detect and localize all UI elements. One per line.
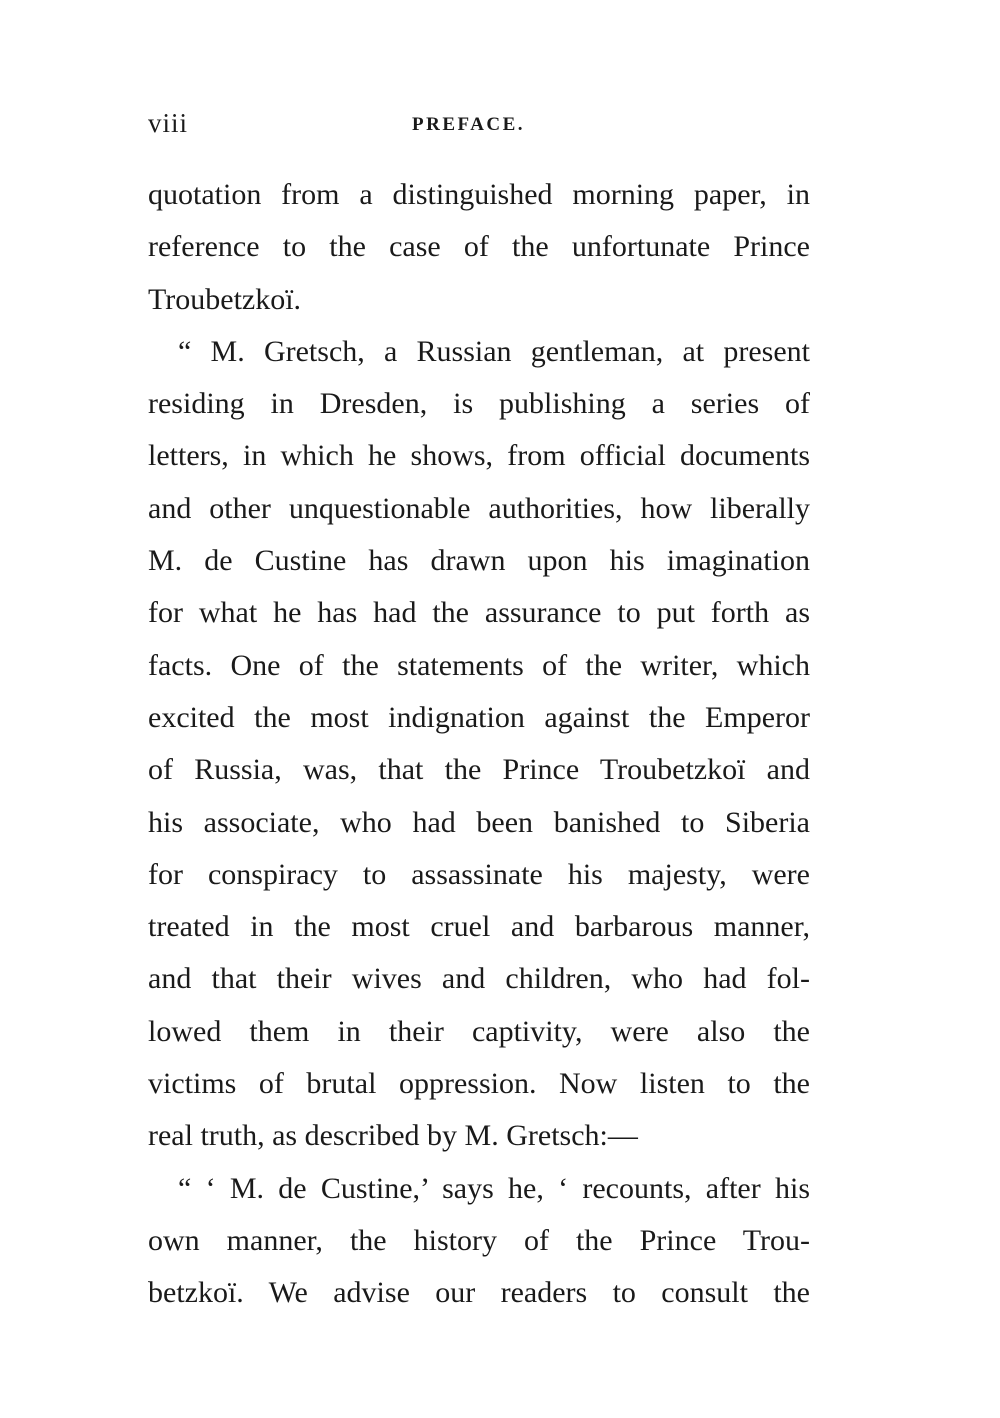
text-line: reference to the case of the unfortunate Prince xyxy=(148,230,810,264)
running-header xyxy=(148,108,810,142)
running-title: PREFACE. xyxy=(412,114,526,135)
text-line: “ M. Gretsch, a Russian gentleman, at present xyxy=(178,334,810,368)
text-line: “ ‘ M. de Custine,’ says he, ‘ recounts, after his xyxy=(178,1171,810,1205)
text-line: and that their wives and children, who had fol- xyxy=(148,962,810,996)
text-line: of Russia, was, that the Prince Troubetzkoï and xyxy=(148,753,810,787)
text-line: letters, in which he shows, from official documents xyxy=(148,439,810,473)
text-line: for conspiracy to assassinate his majesty, were xyxy=(148,857,810,891)
text-line: victims of brutal oppression. Now listen to the xyxy=(148,1067,810,1101)
text-line: and other unquestionable authorities, how liberally xyxy=(148,491,810,525)
text-line: Troubetzkoï. xyxy=(148,282,302,316)
text-line: quotation from a distinguished morning paper, in xyxy=(148,178,810,211)
body-text xyxy=(148,172,810,1323)
text-line: excited the most indignation against the Emperor xyxy=(148,700,810,734)
text-line: real truth, as described by M. Gretsch:— xyxy=(148,1119,638,1153)
text-line: facts. One of the statements of the writer, which xyxy=(148,648,810,682)
text-line: M. de Custine has drawn upon his imagination xyxy=(148,544,810,578)
text-line: for what he has had the assurance to put forth as xyxy=(148,596,810,630)
text-line: treated in the most cruel and barbarous manner, xyxy=(148,910,810,944)
text-line: lowed them in their captivity, were also the xyxy=(148,1014,810,1048)
text-line: betzkoï. We advise our readers to consult the xyxy=(148,1276,810,1310)
page-number: viii xyxy=(148,108,189,138)
text-line: own manner, the history of the Prince Trou- xyxy=(148,1223,810,1257)
text-line: his associate, who had been banished to Siberia xyxy=(148,805,810,839)
text-line: residing in Dresden, is publishing a series of xyxy=(148,387,810,421)
